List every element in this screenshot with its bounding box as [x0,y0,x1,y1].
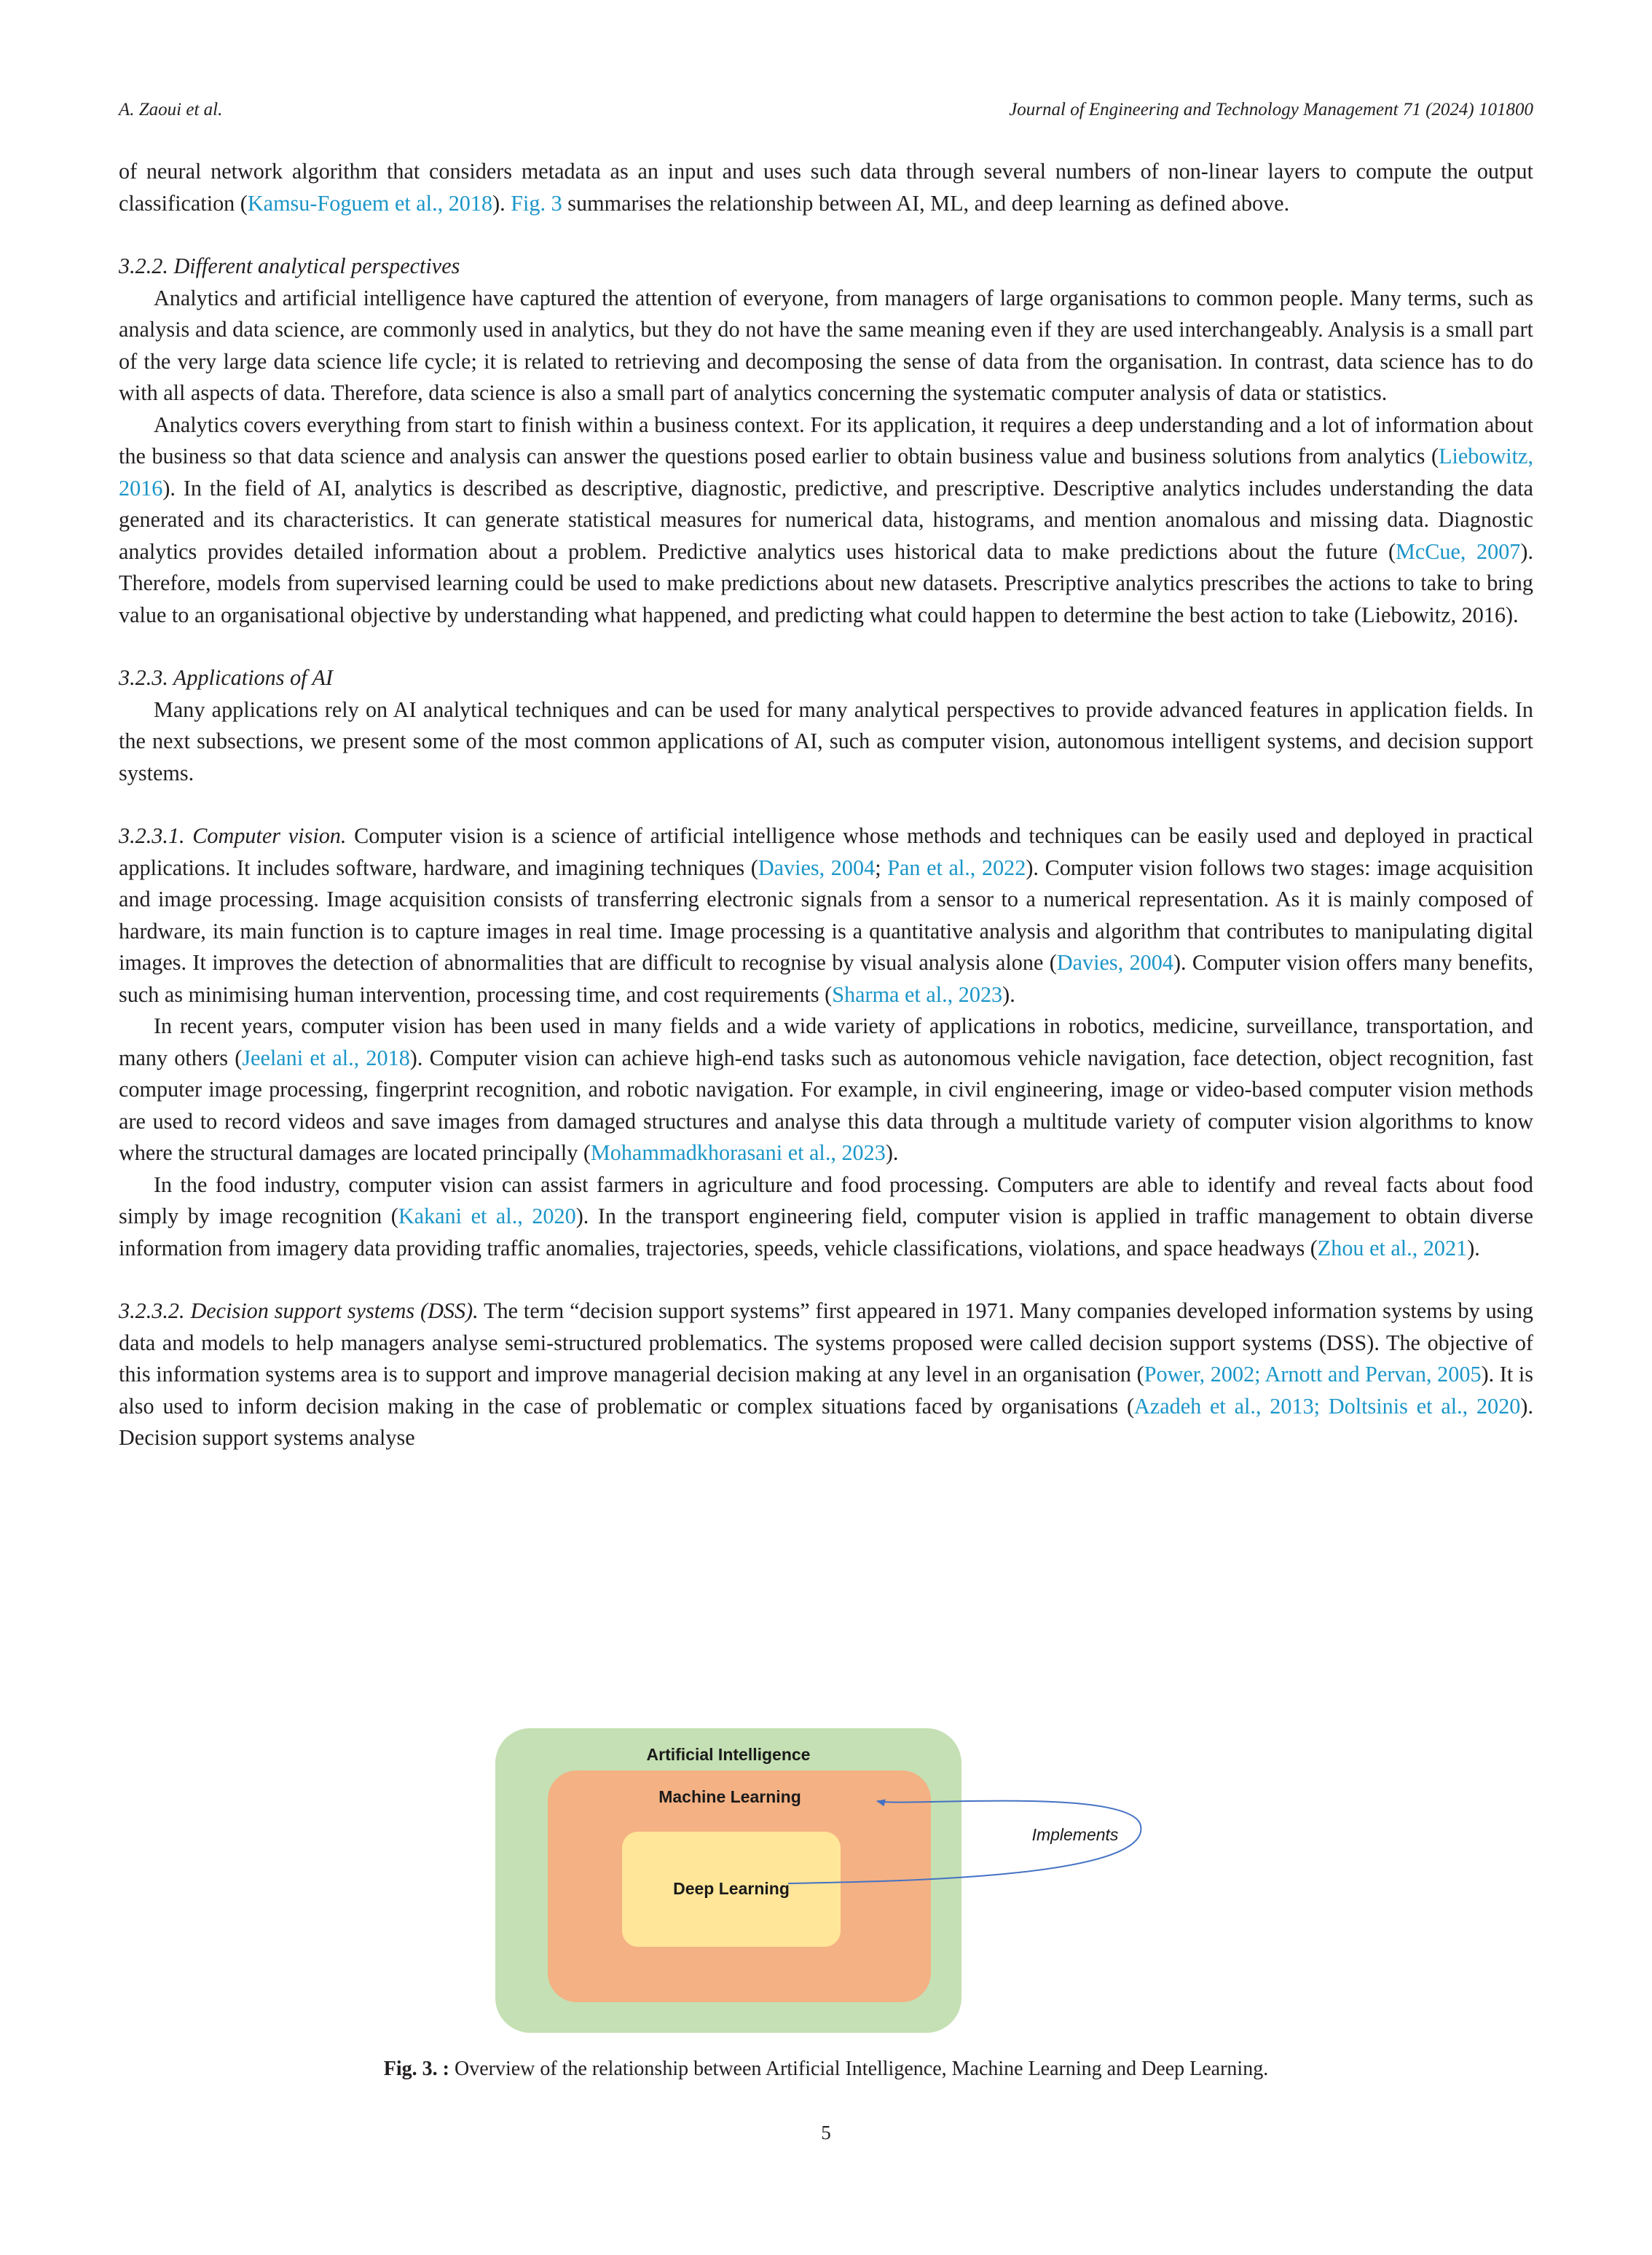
text-run: ). Computer vision offers many benefits, such as minimising human intervention, processing time, and cost requirements ( [119,950,1534,1007]
citation-link[interactable]: Kakani et al., 2020 [398,1204,576,1228]
text-run: Analytics covers everything from start to finish within a business context. For its application, it requires a deep understanding and a lot of information about the business so that data science and analysis can answer the questions posed earlier to obtain business value and business solutions from analytics ( [119,412,1533,468]
text-run: ). It is also used to inform decision making in the case of problematic or complex situations faced by organisations ( [119,1362,1533,1419]
paragraph [119,1169,1533,1265]
text-run: In the food industry, computer vision can assist farmers in agriculture and food processing. Computers are able to identify and reveal facts about food simply by image recognition ( [119,1172,1533,1228]
section-heading-3-2-2: 3.2.2. Different analytical perspectives [119,254,460,278]
subsection-heading-3-2-3-2: 3.2.3.2. Decision support systems (DSS). [119,1298,479,1323]
text-run: ). Therefore, models from supervised learning could be used to make predictions about new datasets. Prescriptive analytics prescribes the actions to take to bring value to an organisational objective by understanding what happened, and predicting what could happen to determine the best action to take (Liebowitz, 2016). [119,538,1533,627]
citation-link[interactable]: Liebowitz, 2016 [119,444,1533,501]
citation-link[interactable]: Jeelani et al., 2018 [242,1045,410,1070]
text-run: ). Decision support systems analyse [119,1393,1533,1450]
ai-label: Artificial Intelligence [646,1745,811,1764]
citation-link[interactable]: Zhou et al., 2021 [1317,1235,1468,1260]
text-run: The term “decision support systems” first appeared in 1971. Many companies developed information systems by using data and models to help managers analyse semi-structured problematics. The systems proposed were called decision support systems (DSS). The objective of this information systems area is to support and improve managerial decision making at any level in an organisation ( [119,1298,1534,1387]
paragraph: Many applications rely on AI analytical techniques and can be used for many analytical perspectives to provide advanced features in application fields. In the next subsections, we present some of the most common applications of AI, such as computer vision, autonomous intelligent systems, and decision support systems. [119,697,1533,785]
paragraph [119,820,1533,1011]
paragraph-continuation [119,156,1533,219]
citation-link[interactable]: Azadeh et al., 2013; Doltsinis et al., 2020 [1134,1393,1521,1419]
ai-ml-dl-diagram [495,1728,1165,2042]
article-body [119,156,1533,1454]
citation-link[interactable]: Mohammadkhorasani et al., 2023 [590,1140,886,1165]
figure-link[interactable]: Fig. 3 [511,190,562,216]
citation-link[interactable]: McCue, 2007 [1396,538,1521,564]
text-run: ). [885,1140,899,1165]
text-run: ). In the transport engineering field, computer vision is applied in traffic management to obtain diverse information from imagery data providing traffic anomalies, trajectories, speeds, vehicle classifications, violations, and space headways ( [119,1204,1533,1260]
dl-label: Deep Learning [673,1879,790,1898]
text-run: ). In the field of AI, analytics is described as descriptive, diagnostic, predictive, and prescriptive. Descriptive analytics includes understanding the data generated and its characteristics. It can generate statistical measures for numerical data, histograms, and mention anomalous and missing data. Diagnostic analytics provides detailed information about a problem. Predictive analytics uses historical data to make predictions about the future ( [119,475,1533,564]
text-run: summarises the relationship between AI, ML, and deep learning as defined above. [562,190,1290,216]
citation-link[interactable]: Pan et al., 2022 [887,855,1026,880]
page-number: 5 [821,2122,831,2144]
citation-link[interactable]: Davies, 2004 [758,855,876,880]
subsection-heading-3-2-3-1: 3.2.3.1. Computer vision. [119,823,347,848]
paragraph: Analytics and artificial intelligence have captured the attention of everyone, from managers of large organisations to common people. Many terms, such as analysis and data science, are commonly used in analytics, but they do not have the same meaning even if they are used interchangeably. Analysis is a small part of the very large data science life cycle; it is related to retrieving and decomposing the sense of data from the organisation. In contrast, data science has to do with all aspects of data. Therefore, data science is also a small part of analytics concerning the systematic computer analysis of data or statistics. [119,285,1533,405]
paragraph [119,409,1533,632]
citation-link[interactable]: Sharma et al., 2023 [832,981,1003,1007]
caption-text: Overview of the relationship between Artificial Intelligence, Machine Learning and Deep Learning. [449,2058,1269,2080]
text-run: ). Computer vision can achieve high-end tasks such as autonomous vehicle navigation, face detection, object recognition, fast computer image processing, fingerprint recognition, and robotic navigation. For example, in civil engineering, image or video-based computer vision methods are used to record videos and save images from damaged structures and analyse this data through a multitude variety of computer vision algorithms to know where the structural damages are located principally ( [119,1045,1533,1165]
figure-3 [495,1728,1165,2042]
ml-label: Machine Learning [658,1787,801,1806]
citation-link[interactable]: Power, 2002; Arnott and Pervan, 2005 [1144,1362,1482,1387]
implements-label: Implements [1031,1825,1119,1844]
paragraph [119,1295,1533,1454]
citation-link[interactable]: Kamsu-Foguem et al., 2018 [247,190,493,216]
text-run: Computer vision is a science of artificial intelligence whose methods and techniques can be easily used and deployed in practical applications. It includes software, hardware, and imagining techniques ( [119,823,1534,880]
text-run: of neural network algorithm that considers metadata as an input and uses such data through several numbers of non-linear layers to compute the output classification ( [119,159,1533,216]
section-heading-3-2-3: 3.2.3. Applications of AI [119,665,334,690]
text-run: In recent years, computer vision has been used in many fields and a wide variety of applications in robotics, medicine, surveillance, transportation, and many others ( [119,1013,1533,1070]
text-run: ). [1002,981,1015,1007]
header-journal: Journal of Engineering and Technology Management 71 (2024) 101800 [1009,100,1533,119]
caption-label: Fig. 3. : [383,2058,449,2080]
text-run: ). [1467,1235,1480,1260]
text-run: ; [875,855,888,880]
header-authors: A. Zaoui et al. [119,100,223,119]
figure-caption [119,2056,1533,2082]
text-run: ). Computer vision follows two stages: image acquisition and image processing. Image acquisition consists of transferring electronic signals from a sensor to a numerical representation. As it is mainly composed of hardware, its main function is to capture images in real time. Image processing is a quantitative analysis and algorithm that contributes to manipulating digital images. It improves the detection of abnormalities that are difficult to recognise by visual analysis alone ( [119,855,1534,975]
citation-link[interactable]: Davies, 2004 [1056,950,1173,975]
paragraph [119,1011,1533,1169]
text-run: ). [492,190,511,216]
